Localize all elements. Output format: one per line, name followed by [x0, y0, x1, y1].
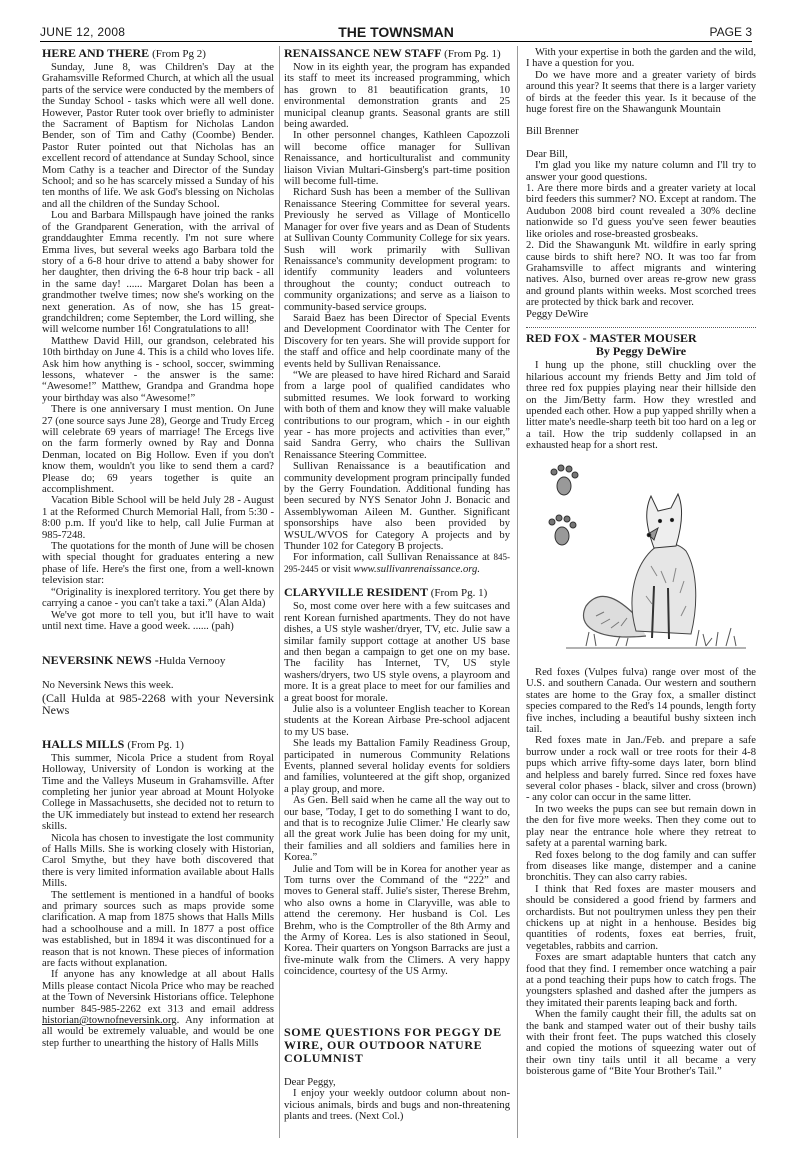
phone-number: 845-295-2445 [284, 552, 510, 574]
paragraph: The quotations for the month of June will be chosen with special thought for graduates entering a new phase of life. Here's the first one, from a well-known television star: [42, 541, 274, 587]
paragraph: Sunday, June 8, was Children's Day at the Grahamsville Reformed Church, at which all the usual parts of the service were conducted by the members of the Sunday School - tasks which were all well done. However, Pastor Ruter took over briefly to administer the Sacrament of Baptism for Nicholas Landon Bender, son of Tim and Cathy (Coombe) Bender. Pastor Ruter pointed out that Nicholas has an excellent record of attendance at Sunday School, since Mom Cathy is a teacher and Director of the Sunday School; and so he has scarcely missed a Sunday of his ten months of life. We ask God's blessing on Nicholas and all the children of the Sunday School. [42, 62, 274, 210]
paragraph: Do we have more and a greater variety of birds around this year? It seems that there is a larger variety of birds at the feeder this year. Is it because of the huge forest fire on the Shawangunk Mountain [526, 69, 756, 116]
section-divider [526, 327, 756, 328]
paragraph: She leads my Battalion Family Readiness Group, participated in numerous Community Relations Events, planned several holiday events for soldiers and families, volunteered at the gift shop, organized a play group, and more. [284, 738, 510, 795]
paragraph: Nicola has chosen to investigate the lost community of Halls Mills. She is working closely with Historian, Carol Smythe, but they have both discovered that there is very limited information available about Halls Mills. [42, 832, 274, 890]
paragraph: I think that Red foxes are master mousers and should be considered a good friend by farmers and orchardists. But not poultrymen unless they pen their chickens up at night in a henhouse. Besides big quantities of rodents, foxes eat berries, fruit, vegetables, rabbits and carrion. [526, 883, 756, 952]
article-questions-for-peggy [284, 1026, 510, 1123]
headline-text: CLARYVILLE RESIDENT [284, 585, 428, 600]
paragraph: In two weeks the pups can see but remain down in the den for five more weeks. Then they come out to play near the entrance hole where they retreat to safety at a parental warning bark. [526, 803, 756, 850]
headline-text: RENAISSANCE NEW STAFF [284, 46, 442, 60]
headline-text: HERE AND THERE [42, 46, 150, 60]
paragraph: Matthew David Hill, our grandson, celebrated his 10th birthday on June 4. This is a child who loves life. Ask him how anything is - school, soccer, swimming lessons, whatever - the answer is the same: “Awesome!” Matthew, Grandpa and Grandma hope your birthday was also “Awesome!” [42, 335, 274, 404]
article-red-fox [526, 332, 756, 1078]
paragraph: Sullivan Renaissance is a beautification and community development program principally funded by the Gerry Foundation. Additional funding has been secured by NYS Senator John J. Bonacic and Assemblywoman Aileen M. Gunther. Significant sponsorships have also been provided by WSUL/WVOS for Category A projects and by Thunder 102 for Category B projects. [284, 461, 510, 553]
column-divider [279, 46, 280, 1138]
page-number: PAGE 3 [709, 25, 752, 39]
page-header [40, 0, 752, 40]
fox-illustration [526, 456, 756, 656]
salutation: Dear Bill, [526, 148, 568, 160]
website-link[interactable]: www.sullivanrenaissance.org. [353, 563, 480, 575]
newspaper-title: THE TOWNSMAN [338, 24, 454, 40]
paragraph: No Neversink News this week. [42, 680, 174, 692]
article-halls-mills [42, 738, 274, 1050]
paragraph: Lou and Barbara Millspaugh have joined the ranks of the Grandparent Generation, with the arrival of granddaughter Emma recently. I'm not sure where Emma lives, but several weeks ago Barbara told the story of a 6-8 hour drive to attend a baby shower for her daughter, then driving the 6-8 hour trip back - all in the same day! ...... Margaret Dolan has been a grandmother twelve times; now she's working on the next generation. As of now, she has 15 great-grandchildren; come September, the Lord willing, she will welcome number 16! Congratulations to all! [42, 210, 274, 336]
article-headline [42, 738, 274, 752]
paragraph: This summer, Nicola Price a student from Royal Holloway, University of London is working at the Time and the Valleys Museum in Grahamsville. After completing her junior year abroad at Mount Holyoke College in Massachusetts, she decided not to return to the UK immediately but instead to extend her research skills. [42, 752, 274, 833]
paragraph: Richard Sush has been a member of the Sullivan Renaissance Steering Committee for several years. Previously he served as Village of Monticello Manager for over five years and as Dean of Students at Sullivan County Community College for six years. Sush will work primarily with Sullivan Renaissance's community development program: to identify community leaders and volunteers throughout the county; conduct outreach to community organizations; and serve as a liaison to community-based service groups. [284, 187, 510, 313]
paragraph [284, 552, 510, 575]
paragraph: I'm glad you like my nature column and I'll try to answer your good questions. [526, 160, 756, 183]
email-link[interactable]: historian@townofneversink.org [42, 1015, 177, 1027]
paragraph: We've got more to tell you, but it'll have to wait until next time. Have a good week. ...... (pah) [42, 609, 274, 632]
paragraph: So, most come over here with a few suitcases and rent Korean furnished apartments. They do not have dishes, a US style washer/dryer, TV, etc. Julie saw a similar family support cottage at another US base and then began a campaign to get one on my base. The facility has Internet, TV, US style washers/dryers, two US style ovens, a playroom and more. It is a great place to meet for our families and a great boost for morale. [284, 601, 510, 704]
continued-from: (From Pg. 1) [430, 587, 488, 600]
paragraph: Julie also is a volunteer English teacher to Korean students at the Korean Airbase Pre-school adjacent to my US base. [284, 703, 510, 738]
paragraph: Now in its eighth year, the program has expanded its staff to meet its increased programming, which has grown to 81 beautification grants, 10 environmental demonstration grants and 25 municipal cleanup grants. Seasonal grants are still being awarded. [284, 62, 510, 131]
byline: By Peggy DeWire [595, 343, 687, 358]
headline-text: HALLS MILLS [42, 736, 125, 751]
byline: Hulda Vernooy [158, 655, 226, 668]
paragraph: With your expertise in both the garden and the wild, I have a question for you. [526, 47, 756, 70]
paragraph-text: For information, call Sullivan Renaissance at [293, 552, 494, 564]
article-headline: RED FOX - MASTER MOUSER [526, 330, 697, 345]
salutation: Dear Peggy, [284, 1076, 336, 1088]
article-claryville-resident [284, 586, 510, 977]
paragraph: I hung up the phone, still chuckling over the hilarious account my friends Betty and Jim told of three red fox puppies playing near their hillside den on the Jim/Betty farm. How they wrestled and upended each other. How a pup yapped shrilly when a litter mate's needle-sharp teeth bit too hard on a leg or a tail. How the trip suddenly collapsed in an exhausted heap for a short rest. [526, 360, 756, 452]
paragraph: When the family caught their fill, the adults sat on the bank and stamped water out of their bushy tails with their front feet. The pups watched this closely and copied the motions of squeezing water out of their own tiny tails until it all became a very boisterous game of “Bite Your Brother's Tail.” [526, 1009, 756, 1078]
paragraph: There is one anniversary I must mention. On June 27 (one source says June 28), George and Trudy Erceg will celebrate 69 years of marriage! The Ercegs live on the farm formerly owned by Ray and Donna Denman, located on Big Hollow. Even if you don't know them, wouldn't you like to send them a card? Please do; 69 years together is quite an accomplishment. [42, 404, 274, 496]
article-headline [42, 47, 274, 61]
letter-signoff: Peggy DeWire [526, 308, 589, 320]
paragraph-text: or visit [318, 563, 354, 575]
article-headline [42, 654, 274, 668]
paragraph: Red foxes belong to the dog family and can suffer from diseases like mange, distemper and a canine bronchitis. They can also carry rabies. [526, 849, 756, 884]
letter-signoff: Bill Brenner [526, 126, 579, 138]
paragraph: I enjoy your weekly outdoor column about non-vicious animals, birds and bugs and non-threatening plants and trees. (Next Col.) [284, 1088, 510, 1122]
continued-from: (From Pg. 1) [444, 48, 501, 60]
issue-date: JUNE 12, 2008 [40, 25, 126, 39]
paragraph-text: If anyone has any knowledge at all about Halls Mills please contact Nicola Price who may be reached at the Town of Neversink Historians office. Telephone number 845-985-2262 ext 313 and email address [42, 969, 274, 1015]
paragraph: Red foxes mate in Jan./Feb. and prepare a safe burrow under a rock wall or tree roots for their 4-8 pups which arrive fifty-some days later, born blind and helpless and barely furred. Since red foxes have several color phases - black, silver and cross (brown) - any color can occur in the same litter. [526, 735, 756, 804]
paragraph-text: . Any information at all would be extremely valuable, and would be one step further to unearthing the history of Halls Mills [42, 1015, 274, 1049]
column-3 [526, 47, 756, 1078]
paragraph: (Call Hulda at 985-2268 with your Neversink News [42, 690, 274, 717]
paragraph: In other personnel changes, Kathleen Capozzoli will become office manager for Sullivan Renaissance, and horticulturalist and community liaison Vivian Multari-Ginsberg's part-time position will become full-time. [284, 130, 510, 188]
article-headline [284, 586, 510, 600]
questions-continued [526, 47, 756, 320]
paragraph: Red foxes (Vulpes fulva) range over most of the U.S. and southern Canada. Our western and southern states are home to the Gray fox, a smaller distinct species compared to the Red's 14 pounds, length forty five inches, including a beautiful bushy sixteen inch tail. [526, 667, 756, 736]
paragraph: Julie and Tom will be in Korea for another year as Tom turns over the Command of the “222” and moves to General staff. Julie's sister, Therese Brehm, who also owns a home in Claryville, was able to attend the ceremony. Her husband is Col. Les Brehm, who is the Comptroller of the 8th Army and the Army of Korea. Les is also stationed in Seoul, Korea. Their quarters on Yongson Barracks are just a five-minute walk from the Climers. A very happy coincidence, courtesy of the US Army. [284, 863, 510, 978]
paragraph: Vacation Bible School will be held July 28 - August 1 at the Reformed Church Memorial Hall, from 5:30 - 8:00 p.m. If you'd like to help, call Julie Furman at 985-7248. [42, 495, 274, 541]
continued-from: (From Pg. 1) [127, 738, 184, 751]
paragraph: 2. Did the Shawangunk Mt. wildfire in early spring cause birds to shift here? NO. It was too far from Grahamsville to affect migrants and wintering natives. Also, burned over areas re-grow new grass and ground plants within weeks. Most scorched trees are protected by thick bark and recover. [526, 240, 756, 309]
headline-text: NEVERSINK NEWS - [42, 653, 159, 668]
paragraph: Saraid Baez has been Director of Special Events and Development Coordinator with The Center for Discovery for ten years. She will provide support for the staff and office and help coordinate many of the events held by Sullivan Renaissance. [284, 312, 510, 370]
article-headline: SOME QUESTIONS FOR PEGGY DE WIRE, OUR OUTDOOR NATURE COLUMNIST [284, 1024, 502, 1065]
quotation: “Originality is inexplored territory. You get there by carrying a canoe - you can't take a taxi.” (Alan Alda) [42, 586, 274, 610]
paragraph: 1. Are there more birds and a greater variety at local bird feeders this summer? NO. Except at random. The Audubon 2008 bird count revealed a 30% decline nationwide so I'd guess you've seen fewer beauties like orioles and rose-breasted grosbeaks. [526, 183, 756, 240]
column-divider [517, 46, 518, 1138]
paragraph: “We are pleased to have hired Richard and Saraid from a large pool of qualified candidates who submitted resumes. We look forward to working with both of them and know they will make valuable contributions to our program, which - in our eighth year - has more projects and activities than ever,” said Sandra Gerry, who chairs the Sullivan Renaissance Steering Committee. [284, 369, 510, 461]
article-renaissance-new-staff [284, 47, 510, 575]
paragraph: The settlement is mentioned in a handful of books and primary sources such as maps provide some clarification. A map from 1875 shows that Halls Mills had a schoolhouse and a mill. In 1877 a post office was established, but in 1894 it was discontinued for a reason that is not known. These pieces of information are facts without explanation. [42, 889, 274, 970]
paw-print-icon [551, 465, 578, 495]
article-headline [284, 47, 510, 61]
article-neversink-news [42, 654, 274, 715]
header-rule [40, 41, 752, 42]
paragraph: As Gen. Bell said when he came all the way out to our base, 'Today, I get to do something I want to do, and that is to recognize Julie Climer.' He clearly saw all the great work Julie has been doing for my unit, their families and all soldiers and families here in Korea.” [284, 795, 510, 864]
column-1 [42, 47, 274, 1049]
column-2 [284, 47, 510, 1122]
article-here-and-there [42, 47, 274, 632]
continued-from: (From Pg 2) [152, 48, 206, 60]
paragraph: Foxes are smart adaptable hunters that catch any food that they find. I remember once watching a pair at a pond teaching their pups how to catch frogs. The youngsters splashed and dashed after the jumpers as they imitated their parents leaping back and forth. [526, 952, 756, 1009]
paragraph [42, 969, 274, 1049]
paw-print-icon [549, 515, 576, 545]
